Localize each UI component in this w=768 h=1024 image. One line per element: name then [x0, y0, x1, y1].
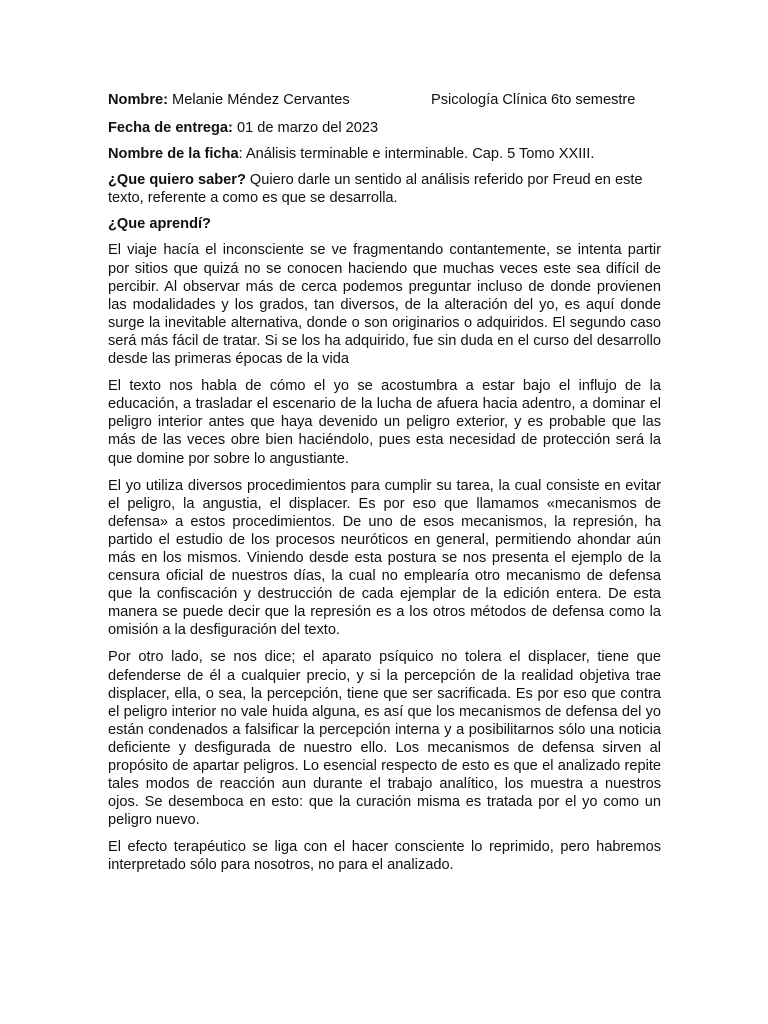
- paragraph-2: El texto nos habla de cómo el yo se acostumbra a estar bajo el influjo de la educación, a trasladar el escenario de la lucha de afuera hacia adentro, a dominar el peligro interior antes que haya devenido un peligro exterior, y es probable que las más de las veces obre bien haciéndolo, pues esta necesidad de protección será la que domine por sobre lo angustiante.: [108, 378, 661, 467]
- question-line: [108, 171, 661, 207]
- document-page: [108, 91, 661, 884]
- learned-heading: [108, 215, 661, 233]
- sheet-title-line: [108, 145, 661, 163]
- paragraph-3: El yo utiliza diversos procedimientos para cumplir su tarea, la cual consiste en evitar el peligro, la angustia, el displacer. Es por eso que llamamos «mecanismos de defensa» a estos procedimientos. De uno de esos mecanismos, la represión, ha partido el estudio de los procesos neuróticos en general, permitiendo ahondar aún más en los mismos. Viniendo desde esta postura se nos presenta el ejemplo de la censura oficial de nuestros días, la cual no emplearía otro mecanismo de defensa que la confiscación y destrucción de cada ejemplar de la edición entera. De esta manera se puede decir que la represión es a los otros métodos de defensa como la omisión a la desfiguración del texto.: [108, 477, 661, 639]
- name-value: Melanie Méndez Cervantes: [168, 92, 350, 108]
- student-name-line: [108, 92, 350, 108]
- date-value: 01 de marzo del 2023: [232, 120, 379, 136]
- date-label: Fecha de entrega:: [108, 120, 233, 136]
- sheet-label: Nombre de la ficha: [108, 146, 239, 163]
- paragraph-5: El efecto terapéutico se liga con el hacer consciente lo reprimido, pero habremos interpretado sólo para nosotros, no para el analizado.: [108, 839, 661, 874]
- question-value: Quiero darle un sentido al análisis referido por Freud en este texto, referente a como es que se desarrolla.: [108, 172, 643, 207]
- course-info: Psicología Clínica 6to semestre: [431, 92, 636, 108]
- question-label: ¿Que quiero saber?: [108, 172, 246, 189]
- header-row: [108, 91, 661, 109]
- date-line: [108, 119, 661, 137]
- paragraph-1: El viaje hacía el inconsciente se ve fragmentando contantemente, se intenta partir por sitios que quizá no se conocen haciendo que muchas veces este sea difícil de percibir. Al observar más de cerca podemos preguntar incluso de donde provienen las modalidades y los grados, tan diversos, de la alteración del yo, es aquí donde surge la inevitable alternativa, donde o son originarios o adquiridos. El segundo caso será más fácil de tratar. Si se los ha adquirido, fue sin duda en el curso del desarrollo desde las primeras épocas de la vida: [108, 242, 661, 368]
- name-label: Nombre:: [108, 92, 168, 108]
- paragraph-4: Por otro lado, se nos dice; el aparato psíquico no tolera el displacer, tiene que defenderse de él a cualquier precio, y si la percepción de la realidad objetiva trae displacer, ella, o sea, la percepción, tiene que ser sacrificada. Es por eso que contra el peligro interior no vale huida alguna, es así que los mecanismos de defensa del yo están condenados a falsificar la percepción interna y a posibilitarnos sólo una noticia deficiente y desfigurada de nuestro ello. Los mecanismos de defensa sirven al propósito de apartar peligros. Lo esencial respecto de esto es que el analizado repite tales modos de reacción aun durante el trabajo analítico, los muestra a nuestros ojos. Se desemboca en esto: que la curación misma es tratada por el yo como un peligro nuevo.: [108, 649, 661, 829]
- learned-heading-text: ¿Que aprendí?: [108, 216, 211, 233]
- sheet-value: : Análisis terminable e interminable. Cap. 5 Tomo XXIII.: [238, 146, 595, 163]
